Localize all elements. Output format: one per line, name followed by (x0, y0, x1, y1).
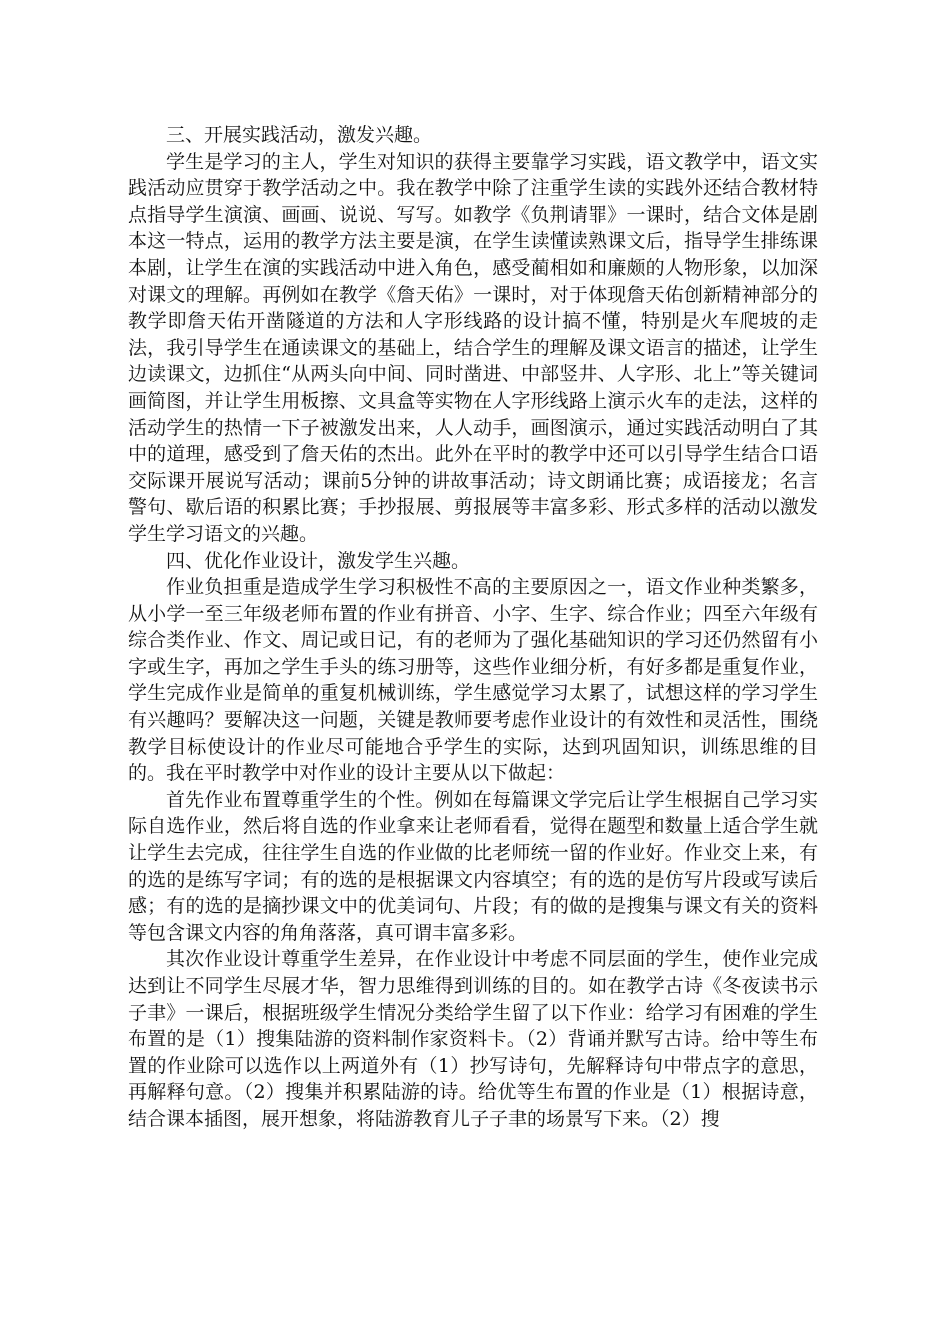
paragraph-homework-burden: 作业负担重是造成学生学习积极性不高的主要原因之一，语文作业种类繁多，从小学一至三年级老师布置的作业有拼音、小字、生字、综合作业；四至六年级有综合类作业、作文、周记或日记，有的老师为了强化基础知识的学习还仍然留有小字或生字，再加之学生手头的练习册等，这些作业细分析，有好多都是重复作业，学生完成作业是简单的重复机械训练，学生感觉学习太累了，试想这样的学习学生有兴趣吗？要解决这一问题，关键是教师要考虑作业设计的有效性和灵活性，围绕教学目标使设计的作业尽可能地合乎学生的实际，达到巩固知识，训练思维的目的。我在平时教学中对作业的设计主要从以下做起： (128, 576, 818, 785)
paragraph-respect-differences: 其次作业设计尊重学生差异，在作业设计中考虑不同层面的学生，使作业完成达到让不同学生尽展才华，智力思维得到训练的目的。如在教学古诗《冬夜读书示子聿》一课后，根据班级学生情况分类给学生留了以下作业：给学习有困难的学生布置的是（1）搜集陆游的资料制作家资料卡。（2）背诵并默写古诗。给中等生布置的作业除可以选作以上两道外有（1）抄写诗句，先解释诗句中带点字的意思，再解释句意。（2）搜集并积累陆游的诗。给优等生布置的作业是（1）根据诗意，结合课本插图，展开想象，将陆游教育儿子子聿的场景写下来。（2）搜 (128, 948, 818, 1130)
section-heading-4: 四、优化作业设计，激发学生兴趣。 (166, 549, 471, 572)
document-page (128, 122, 818, 1133)
paragraph-practice-activities: 学生是学习的主人，学生对知识的获得主要靠学习实践，语文教学中，语文实践活动应贯穿于教学活动之中。我在教学中除了注重学生读的实践外还结合教材特点指导学生演演、画画、说说、写写。如教学《负荆请罪》一课时，结合文体是剧本这一特点，运用的教学方法主要是演，在学生读懂读熟课文后，指导学生排练课本剧，让学生在演的实践活动中进入角色，感受蔺相如和廉颇的人物形象，以加深对课文的理解。再例如在教学《詹天佑》一课时，对于体现詹天佑创新精神部分的教学即詹天佑开凿隧道的方法和人字形线路的设计搞不懂，特别是火车爬坡的走法，我引导学生在通读课文的基础上，结合学生的理解及课文语言的描述，让学生边读课文，边抓住“从两头向中间、同时凿进、中部竖井、人字形、北上”等关键词画简图，并让学生用板擦、文具盒等实物在人字形线路上演示火车的走法，这样的活动学生的热情一下子被激发出来，人人动手，画图演示，通过实践活动明白了其中的道理，感受到了詹天佑的杰出。此外在平时的教学中还可以引导学生结合口语交际课开展说写活动；课前5分钟的讲故事活动；诗文朗诵比赛；成语接龙；名言警句、歇后语的积累比赛；手抄报展、剪报展等丰富多彩、形式多样的活动以激发学生学习语文的兴趣。 (128, 150, 818, 545)
paragraph-respect-individuality: 首先作业布置尊重学生的个性。例如在每篇课文学完后让学生根据自己学习实际自选作业，然后将自选的作业拿来让老师看看，觉得在题型和数量上适合学生就让学生去完成，往往学生自选的作业做的比老师统一留的作业好。作业交上来，有的选的是练写字词；有的选的是根据课文内容填空；有的选的是仿写片段或写读后感；有的选的是摘抄课文中的优美词句、片段；有的做的是搜集与课文有关的资料等包含课文内容的角角落落，真可谓丰富多彩。 (128, 788, 818, 944)
section-heading-3: 三、开展实践活动，激发兴趣。 (166, 124, 433, 146)
